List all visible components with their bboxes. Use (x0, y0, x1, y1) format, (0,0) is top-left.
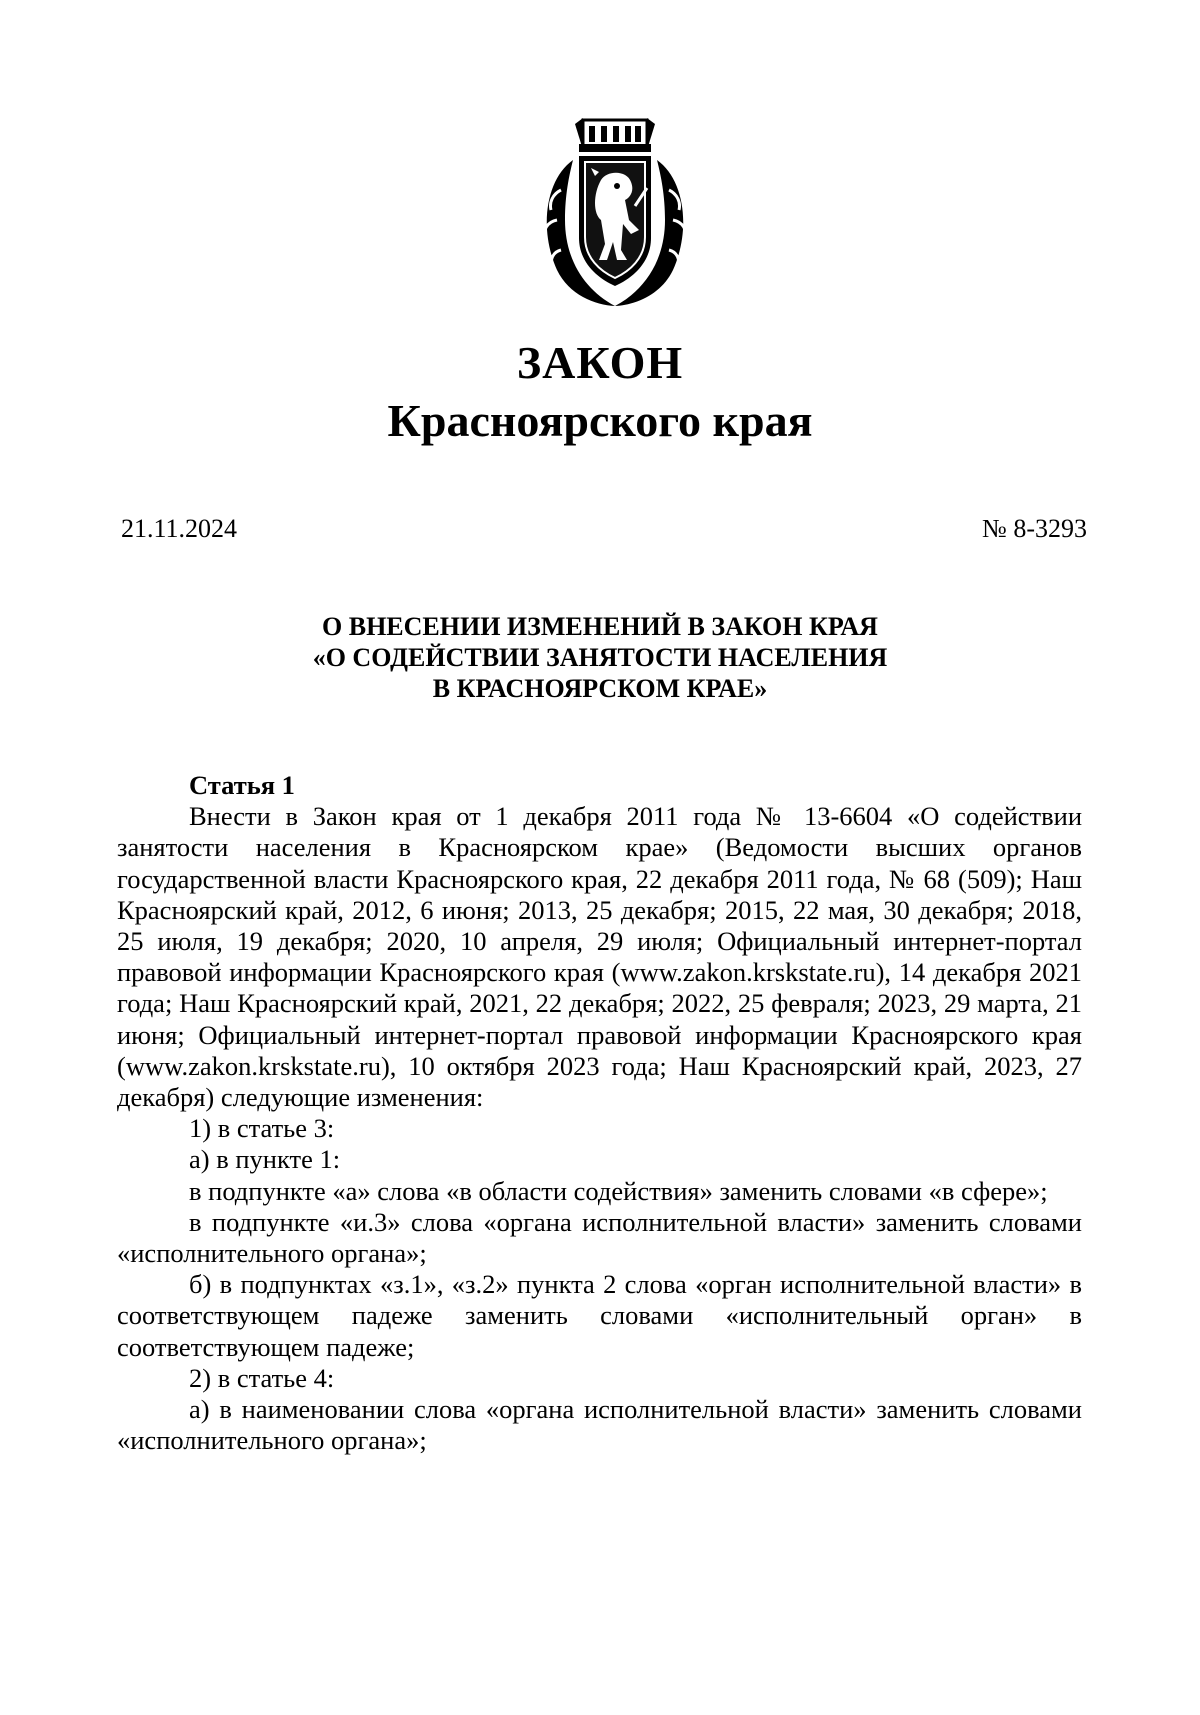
document-subtitle: Красноярского края (387, 395, 813, 446)
article-title: Статья 1 (189, 770, 295, 800)
heading-line: «О СОДЕЙСТВИИ ЗАНЯТОСТИ НАСЕЛЕНИЯ (312, 643, 888, 672)
list-item: в подпункте «а» слова «в области содействия» заменить словами «в сфере»; (189, 1175, 1048, 1206)
document-title: ЗАКОН (516, 337, 684, 388)
list-item: б) в подпунктах «з.1», «з.2» пункта 2 слова «орган исполнительной власти» в соответствующем падеже заменить словами «исполнительный орган» в соответствующем падеже; (117, 1269, 1082, 1362)
list-item: в подпункте «и.3» слова «органа исполнительной власти» заменить словами «исполнительного органа»; (117, 1206, 1082, 1269)
document-number: № 8-3293 (982, 514, 1087, 543)
article-intro-paragraph: Внести в Закон края от 1 декабря 2011 года № 13-6604 «О содействии занятости населения в Красноярском крае» (Ведомости высших органов государственной власти Красноярского края, 22 декабря 2011 года, № 68 (509); Наш Красноярский край, 2012, 6 июня; 2013, 25 декабря; 2015, 22 мая, 30 декабря; 2018, 25 июля, 19 декабря; 2020, 10 апреля, 29 июля; Официальный интернет-портал правовой информации Красноярского края (www.zakon.krskstate.ru), 14 декабря 2021 года; Наш Красноярский край, 2021, 22 декабря; 2022, 25 февраля; 2023, 29 марта, 21 июня; Официальный интернет-портал правовой информации Красноярского края (www.zakon.krskstate.ru), 10 октября 2023 года; Наш Красноярский край, 2023, 27 декабря) следующие изменения: (117, 801, 1082, 1113)
article-body (117, 770, 1082, 1456)
krasnoyarsk-coat-of-arms-icon (535, 110, 695, 310)
heading-line: О ВНЕСЕНИИ ИЗМЕНЕНИЙ В ЗАКОН КРАЯ (322, 612, 878, 641)
list-item: 2) в статье 4: (189, 1362, 335, 1393)
document-date: 21.11.2024 (121, 514, 238, 543)
heading-line: В КРАСНОЯРСКОМ КРАЕ» (432, 674, 768, 703)
list-item: 1) в статье 3: (189, 1113, 335, 1144)
law-heading (0, 611, 1200, 704)
list-item: а) в пункте 1: (189, 1144, 341, 1175)
list-item: а) в наименовании слова «органа исполнительной власти» заменить словами «исполнительного органа»; (117, 1394, 1082, 1456)
